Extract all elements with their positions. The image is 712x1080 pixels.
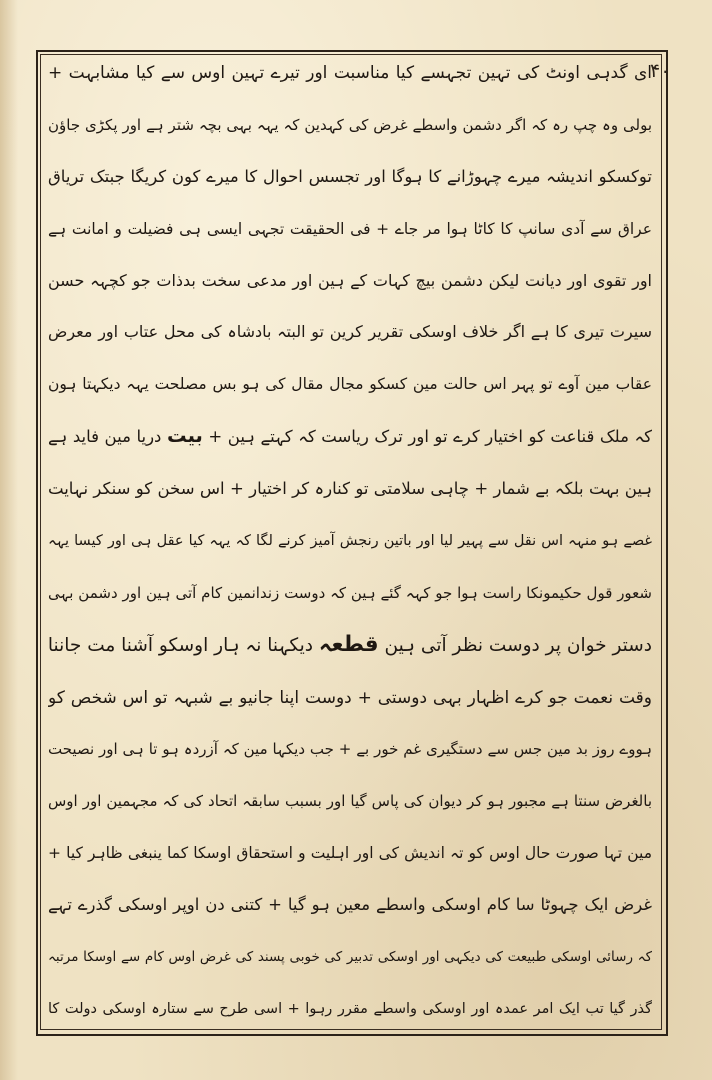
text-line bbox=[48, 58, 652, 88]
line-text: عراق سے آدی سانپ کا کاٹا ہوا مر جاے + فی الحقیقت تجہی ایسی ہی فضیلت و امانت ہے bbox=[48, 219, 652, 238]
page-number: ۴۰ bbox=[650, 60, 671, 82]
line-text: توکسکو اندیشہ میرے چہوڑانے کا ہوگا اور تجسس احوال کا میرے کون کریگا جبتک تریاق bbox=[48, 166, 652, 186]
verse-heading: قطعہ bbox=[318, 631, 379, 657]
text-line bbox=[48, 474, 652, 504]
line-text: اور تقوی اور دیانت لیکن دشمن بیچ کہات کے ہین اور مدعی سخت بدذات جو کچہہ حسن bbox=[48, 270, 652, 290]
text-line bbox=[48, 266, 652, 296]
line-text: بالغرض سنتا ہے مجبور ہو کر دیوان کی پاس گیا اور بسبب سابقہ اتحاد کی کہ مجہمین اور اوس bbox=[48, 792, 652, 811]
line-text: وقت نعمت جو کرے اظہار بہی دوستی + دوست اپنا جانیو بے شبہہ تو اس شخص کو bbox=[48, 687, 652, 708]
line-text: غرض ایک چہوٹا سا کام اوسکی واسطے معین ہو گیا + کتنی دن اوپر اوسکی گذرے تہے bbox=[48, 895, 652, 914]
text-line bbox=[48, 630, 652, 661]
line-text-after: دریا مین فاید ہے bbox=[48, 427, 162, 447]
line-text: سیرت تیری کا ہے اگر خلاف اوسکی تقریر کرین تو البتہ بادشاہ کی محل عتاب اور معرض bbox=[48, 322, 652, 342]
line-text: عقاب مین آوے تو پہر اس حالت مین کسکو مجال مقال کی ہو بس مصلحت یہہ دیکہتا ہون bbox=[48, 375, 652, 394]
text-line bbox=[48, 786, 652, 816]
line-text: کہ رسائی اوسکی طبیعت کی دیکہی اور اوسکی تدبیر کی خوبی پسند کی غرض اوس کام سے اوسکا مرتبہ bbox=[48, 948, 652, 965]
text-line bbox=[48, 683, 652, 713]
line-text: کہ ملک قناعت کو اختیار کرے تو اور ترک ریاست کہ کہتے ہین + bbox=[208, 427, 652, 447]
line-text: ہووے روز بد مین جس سے دستگیری غم خور بے + جب دیکہا مین کہ آزردہ ہو تا ہی اور نصیحت bbox=[48, 740, 652, 759]
text-line bbox=[48, 421, 652, 452]
text-line bbox=[48, 110, 652, 140]
text-line bbox=[48, 734, 652, 764]
text-block bbox=[48, 58, 652, 1024]
text-line bbox=[48, 526, 652, 556]
text-line bbox=[48, 994, 652, 1024]
line-text: گذر گیا تب ایک امر عمدہ اور اوسکی واسطے مقرر رہوا + اسی طرح سے ستارہ اوسکی دولت کا bbox=[48, 1000, 652, 1017]
line-text: ہین بہت بلکہ بے شمار + چاہی سلامتی تو کنارہ کر اختیار + اس سخن کو سنکر نہایت bbox=[48, 479, 652, 498]
text-line bbox=[48, 578, 652, 608]
line-text: دستر خوان پر دوست نظر آتی ہین bbox=[384, 634, 652, 656]
line-text: بولی وہ چپ رہ کہ اگر دشمن واسطے غرض کی کہدین کہ یہہ بہی بچہ شتر ہے اور پکڑی جاؤن bbox=[48, 115, 652, 134]
text-line bbox=[48, 214, 652, 244]
line-text: مین تہا صورت حال اوس کو تہ اندیش کی اور اہلیت و استحقاق اوسکا کما ینبغی ظاہر کیا + bbox=[48, 844, 652, 863]
page-edge-shadow bbox=[0, 0, 18, 1080]
line-text: غصے ہو منہہ اس نقل سے پہیر لیا اور باتین رنجش آمیز کرنے لگا کہ یہہ کیا عقل ہی اور کیسا یہہ bbox=[48, 532, 652, 549]
text-line bbox=[48, 838, 652, 868]
line-text: ای گدہی اونٹ کی تہین تجہسے کیا مناسبت اور تیرے تہین اوس سے کیا مشابہت + bbox=[48, 63, 652, 83]
line-text: شعور قول حکیمونکا راست ہوا جو کہہ گئے ہین کہ دوست زندانمین کام آتی ہین اور دشمن بہی bbox=[48, 583, 652, 602]
text-line bbox=[48, 317, 652, 347]
text-line bbox=[48, 369, 652, 399]
line-text-after: دیکہنا نہ ہار اوسکو آشنا مت جاننا bbox=[48, 634, 313, 656]
text-line bbox=[48, 942, 652, 972]
verse-heading: بیت bbox=[166, 424, 203, 448]
text-line bbox=[48, 890, 652, 920]
text-line bbox=[48, 162, 652, 192]
